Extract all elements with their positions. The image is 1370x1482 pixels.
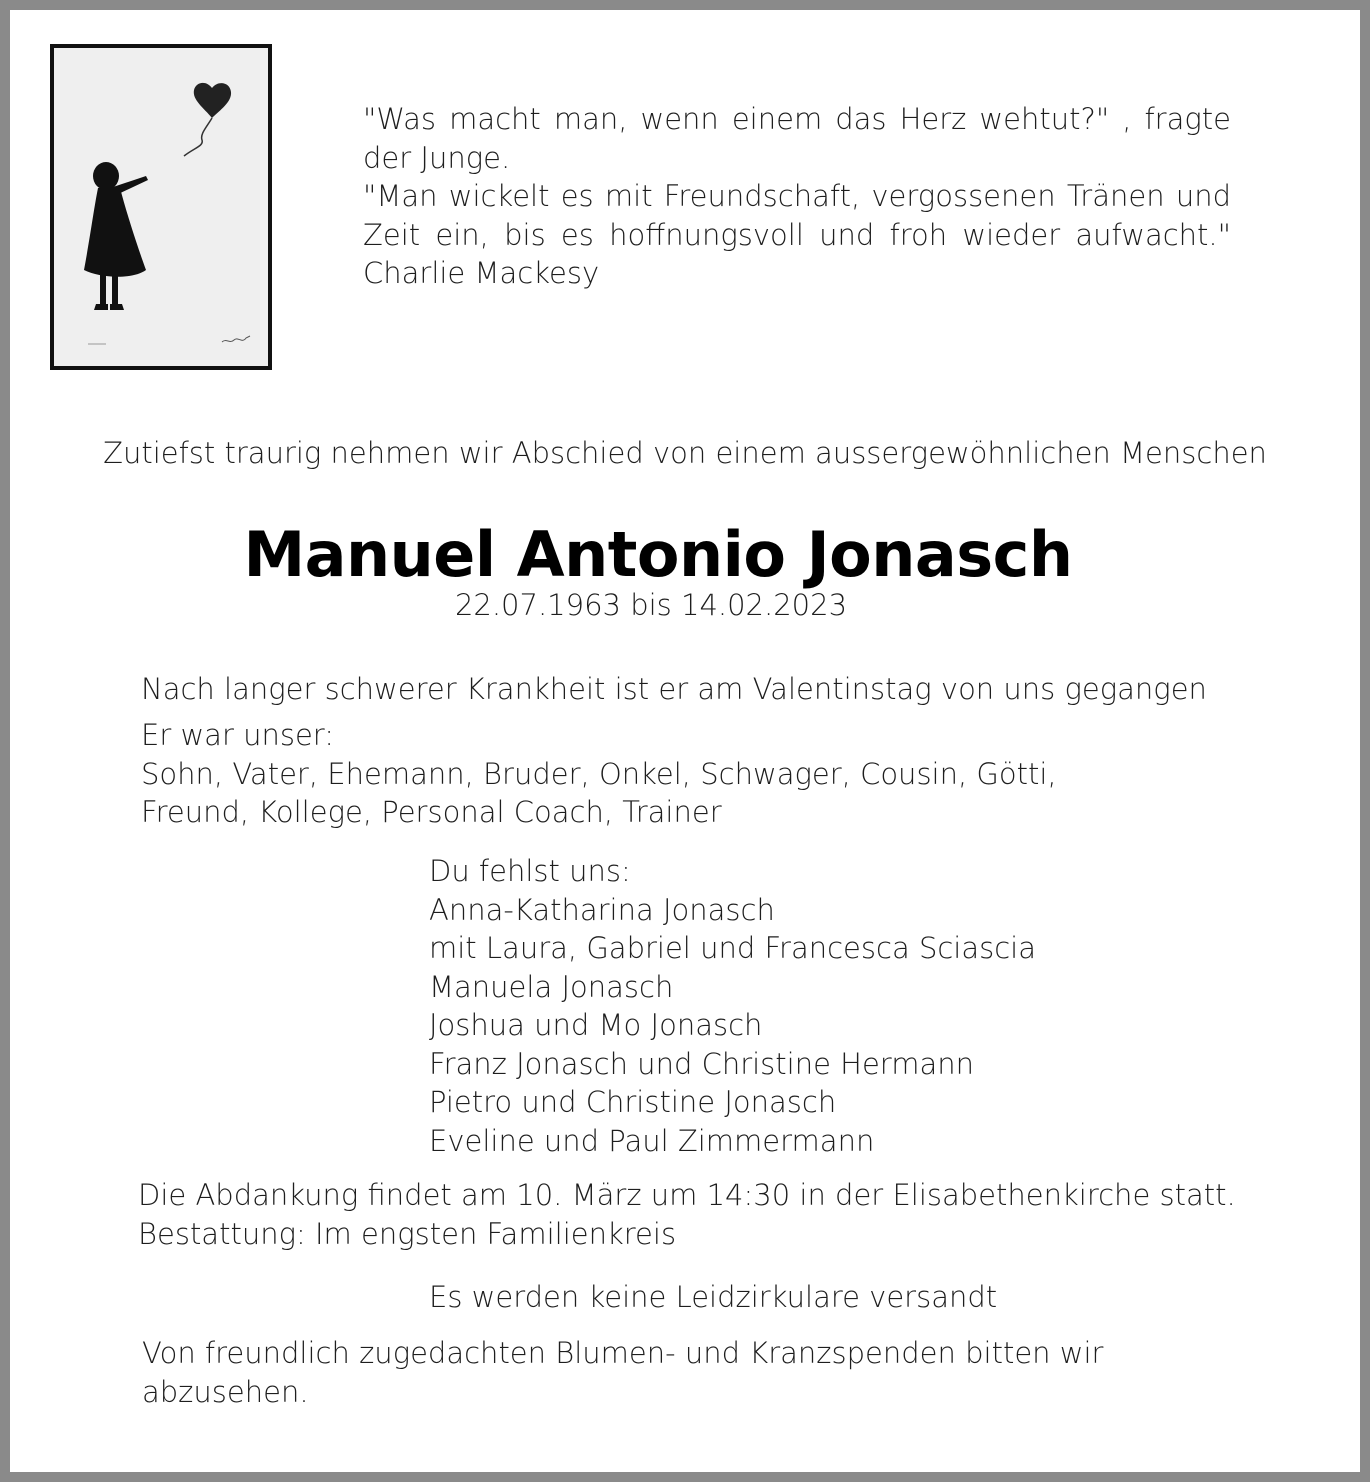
deceased-name: Manuel Antonio Jonasch bbox=[243, 518, 1073, 591]
flowers-line: Von freundlich zugedachten Blumen- und Kranzspenden bitten wir bbox=[142, 1336, 1104, 1370]
mourner-name: Manuela Jonasch bbox=[429, 969, 674, 1004]
memorial-picture bbox=[50, 44, 272, 370]
quote-line: "Man wickelt es mit Freundschaft, vergossenen Tränen und bbox=[363, 179, 1231, 213]
flowers-note bbox=[142, 1334, 1103, 1411]
mourner-name: Joshua und Mo Jonasch bbox=[429, 1008, 763, 1042]
girl-with-balloon-image bbox=[54, 48, 268, 366]
burial-line: Bestattung: Im engsten Familienkreis bbox=[138, 1216, 677, 1251]
life-dates: 22.07.1963 bis 14.02.2023 bbox=[454, 588, 848, 622]
ceremony-line: Die Abdankung findet am 10. März um 14:30 in der Elisabethenkirche statt. bbox=[138, 1178, 1236, 1212]
mourner-name: Pietro und Christine Jonasch bbox=[429, 1085, 837, 1119]
quote-author: Charlie Mackesy bbox=[363, 256, 600, 290]
roles-heading: Er war unser: bbox=[141, 718, 334, 752]
quote-line: der Junge. bbox=[363, 140, 511, 175]
mourners-heading: Du fehlst uns: bbox=[429, 854, 631, 888]
mourner-name: Franz Jonasch und Christine Hermann bbox=[429, 1046, 974, 1081]
mourner-name: mit Laura, Gabriel und Francesca Sciascia bbox=[429, 931, 1037, 965]
quote-line: "Was macht man, wenn einem das Herz wehtut?" , fragte bbox=[363, 102, 1231, 136]
mourner-name: Eveline und Paul Zimmermann bbox=[429, 1123, 875, 1158]
mourner-name: Anna-Katharina Jonasch bbox=[429, 892, 775, 927]
ceremony-block bbox=[138, 1176, 1236, 1253]
illness-note: Nach langer schwerer Krankheit ist er am Valentinstag von uns gegangen bbox=[141, 672, 1207, 706]
quote-block bbox=[363, 100, 1231, 293]
mourners-block bbox=[429, 852, 1036, 1160]
roles-block bbox=[141, 716, 1057, 832]
intro-line: Zutiefst traurig nehmen wir Abschied von einem aussergewöhnlichen Menschen bbox=[103, 436, 1267, 470]
roles-line: Freund, Kollege, Personal Coach, Trainer bbox=[141, 795, 722, 829]
flowers-line: abzusehen. bbox=[142, 1374, 309, 1409]
roles-line: Sohn, Vater, Ehemann, Bruder, Onkel, Schwager, Cousin, Götti, bbox=[141, 756, 1057, 791]
quote-line: Zeit ein, bis es hoffnungsvoll und froh wieder aufwacht." bbox=[363, 217, 1231, 252]
no-circulars-note: Es werden keine Leidzirkulare versandt bbox=[429, 1280, 998, 1314]
